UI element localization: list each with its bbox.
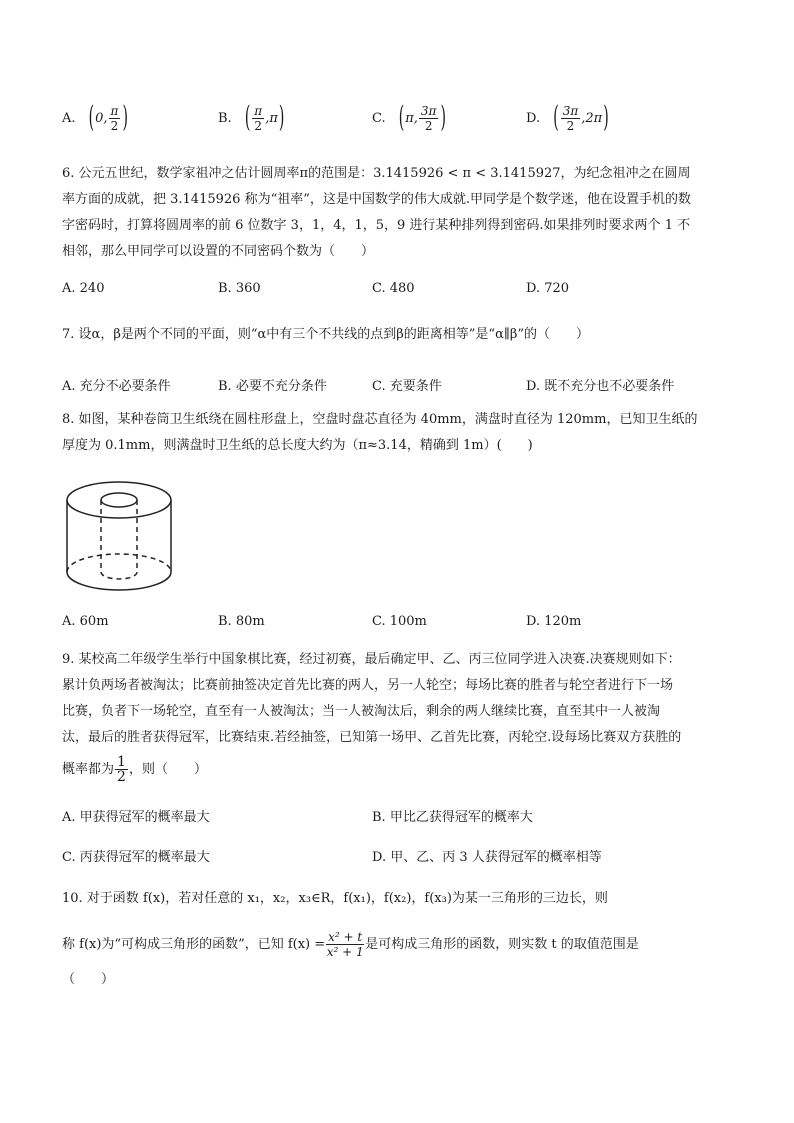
numerator: 1 — [117, 754, 126, 770]
toilet-paper-roll-figure — [62, 476, 182, 596]
outer-bottom-back-arc — [67, 554, 171, 572]
inner-bottom-arc — [101, 572, 137, 579]
option-expression — [552, 101, 609, 135]
question-6 — [62, 161, 734, 265]
q5-option-a — [62, 101, 129, 135]
q10-line-fraction — [62, 930, 734, 959]
q10-text: 称 f(x)为“可构成三角形的函数”，已知 f(x) = — [62, 937, 326, 952]
q8-option-d: D. 120m — [526, 614, 582, 629]
q8-option-a: A. 60m — [62, 614, 109, 629]
question-7 — [62, 322, 734, 348]
denominator: 2 — [566, 119, 575, 133]
q10-line: 10. 对于函数 f(x)，若对任意的 x₁，x₂，x₃∈R，f(x₁)，f(x₂)，f(x₃)为某一三角形的三边长，则 — [62, 891, 608, 906]
q6-option-d: D. 720 — [526, 281, 570, 296]
numerator: 3π — [420, 104, 437, 118]
denominator: 2 — [254, 119, 263, 133]
fraction — [561, 104, 581, 133]
expr-text: ,π — [265, 111, 278, 126]
paren-open: ( — [398, 101, 405, 135]
q9-option-b: B. 甲比乙获得冠军的概率大 — [372, 810, 533, 825]
expr-text: ,2π — [581, 111, 603, 126]
outer-bottom-front-arc — [67, 572, 171, 590]
q6-option-c: C. 480 — [372, 281, 415, 296]
q7-option-d: D. 既不充分也不必要条件 — [526, 379, 675, 394]
option-label: B. — [218, 111, 232, 126]
q9-line: 比赛，负者下一场轮空，直至有一人被淘汰；当一人被淘汰后，剩余的两人继续比赛，直至其中一人被淘 — [62, 704, 661, 719]
fraction-function — [326, 930, 364, 959]
q7-option-a: A. 充分不必要条件 — [62, 379, 171, 394]
option-label: A. — [62, 111, 76, 126]
option-expression — [398, 101, 447, 135]
expr-text: 0, — [95, 111, 108, 126]
fraction — [419, 104, 439, 133]
question-9 — [62, 647, 734, 784]
q7-line: 7. 设α，β是两个不同的平面，则“α中有三个不共线的点到β的距离相等”是“α∥β”的（ ） — [62, 327, 590, 342]
q8-option-b: B. 80m — [218, 614, 265, 629]
q9-line: 汰，最后的胜者获得冠军，比赛结束.若经抽签，已知第一场甲、乙首先比赛，丙轮空.设每场比赛双方获胜的 — [62, 730, 682, 745]
q6-line: 相邻，那么甲同学可以设置的不同密码个数为（ ） — [62, 244, 375, 259]
q9-text: ，则（ ） — [128, 762, 207, 777]
q6-line: 字密码时，打算将圆周率的前 6 位数字 3，1，4，1，5，9 进行某种排列得到密码.如果排列时要求两个 1 不 — [62, 218, 691, 233]
option-label: C. — [372, 111, 386, 126]
q8-line: 厚度为 0.1mm，则满盘时卫生纸的总长度大约为（π≈3.14，精确到 1m）( ) — [62, 438, 533, 453]
outer-top-ellipse — [67, 482, 171, 518]
option-expression — [88, 101, 129, 135]
numerator: π — [110, 104, 119, 118]
q9-option-d: D. 甲、乙、丙 3 人获得冠军的概率相等 — [372, 850, 602, 865]
q8-option-c: C. 100m — [372, 614, 427, 629]
q6-option-a: A. 240 — [62, 281, 105, 296]
q6-option-b: B. 360 — [218, 281, 261, 296]
fraction — [252, 104, 264, 133]
numerator: π — [254, 104, 263, 118]
q7-option-c: C. 充要条件 — [372, 379, 442, 394]
paren-close: ) — [440, 101, 446, 135]
q5-option-d — [526, 101, 610, 135]
q8-line: 8. 如图，某种卷筒卫生纸绕在圆柱形盘上，空盘时盘芯直径为 40mm，满盘时直径为 120mm，已知卫生纸的 — [62, 412, 698, 427]
q10-line: （ ） — [62, 972, 115, 987]
q7-option-b: B. 必要不充分条件 — [218, 379, 327, 394]
q5-option-b — [218, 101, 285, 135]
inner-top-ellipse — [101, 493, 137, 507]
paren-close: ) — [603, 101, 609, 135]
q9-line-fraction — [62, 755, 734, 784]
denominator: 2 — [424, 119, 433, 133]
denominator: 2 — [110, 119, 119, 133]
q6-line: 率方面的成就，把 3.1415926 称为“祖率”，这是中国数学的伟大成就.甲同学是个数学迷，他在设置手机的数 — [62, 192, 691, 207]
q10-text: 是可构成三角形的函数，则实数 t 的取值范围是 — [365, 937, 639, 952]
paren-open: ( — [553, 101, 559, 135]
paren-close: ) — [278, 101, 285, 135]
fraction — [109, 104, 121, 133]
q9-line: 9. 某校高二年级学生举行中国象棋比赛，经过初赛，最后确定甲、乙、丙三位同学进入决赛.决赛规则如下： — [62, 652, 681, 667]
paren-open: ( — [88, 101, 95, 135]
numerator: x² + t — [328, 930, 363, 944]
q9-text: 概率都为 — [62, 762, 115, 777]
q5-option-c — [372, 101, 447, 135]
q9-option-a: A. 甲获得冠军的概率最大 — [62, 810, 210, 825]
q9-line: 累计负两场者被淘汰；比赛前抽签决定首先比赛的两人，另一人轮空；每场比赛的胜者与轮空者进行下一场 — [62, 678, 674, 693]
option-label: D. — [526, 111, 541, 126]
fraction-one-half — [115, 755, 128, 784]
denominator: 2 — [117, 769, 126, 785]
denominator: x² + 1 — [326, 945, 364, 959]
numerator: 3π — [562, 104, 579, 118]
expr-text: π, — [405, 111, 418, 126]
q9-option-c: C. 丙获得冠军的概率最大 — [62, 850, 210, 865]
option-expression — [244, 101, 286, 135]
question-8 — [62, 407, 734, 459]
paren-close: ) — [122, 101, 128, 135]
paren-open: ( — [244, 101, 251, 135]
q6-line: 6. 公元五世纪，数学家祖冲之估计圆周率π的范围是：3.1415926 < π < 3.1415927，为纪念祖冲之在圆周 — [62, 166, 691, 181]
question-10 — [62, 886, 734, 993]
